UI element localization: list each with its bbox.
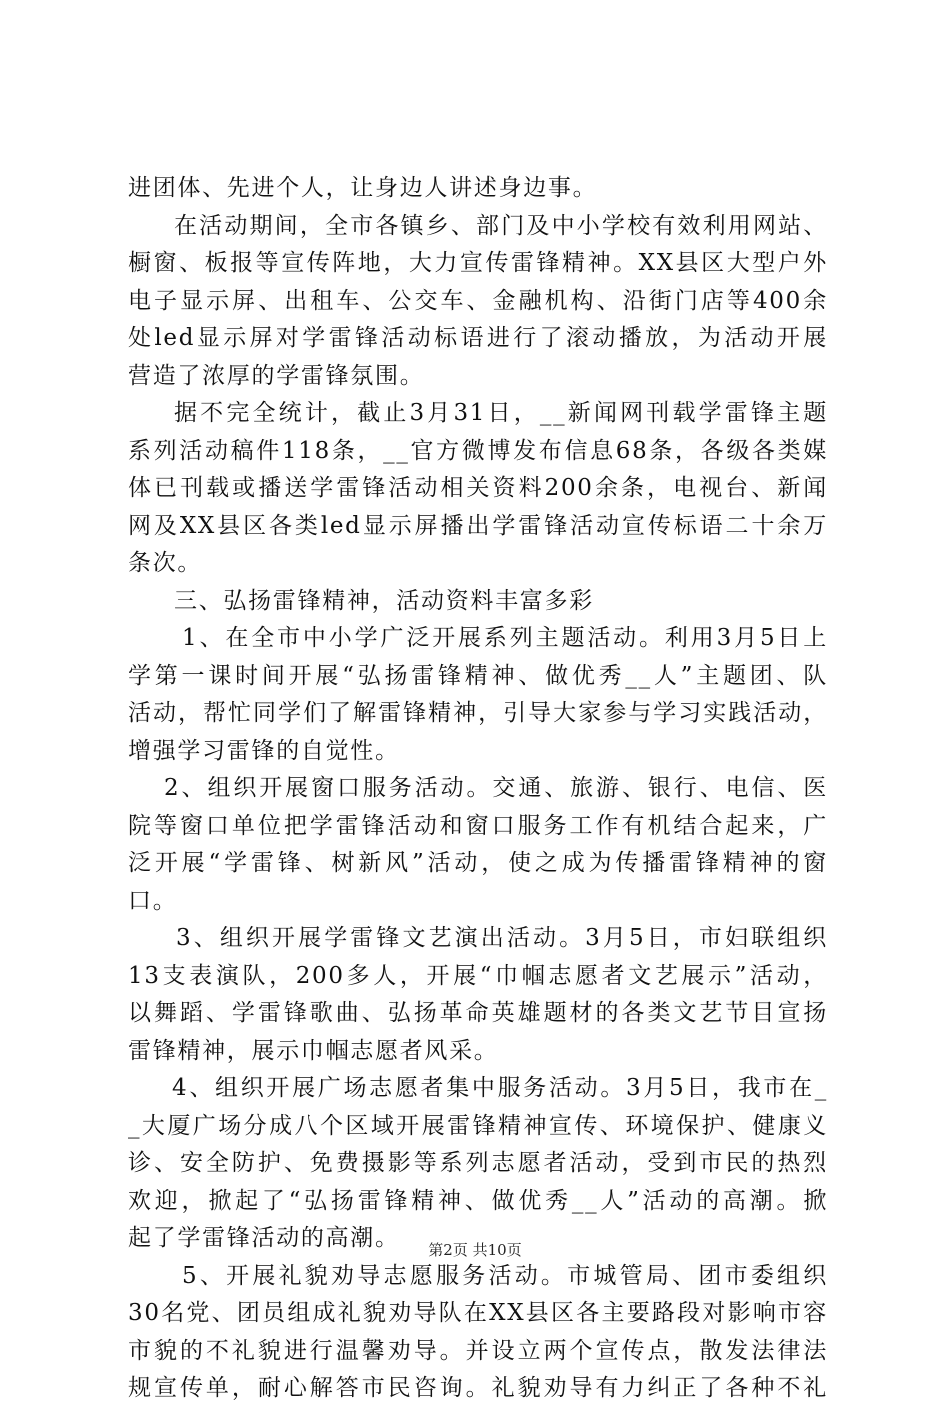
text-line: 网及XX县区各类led显示屏播出学雷锋活动宣传标语二十余万: [128, 512, 828, 539]
paragraph-item-2: [128, 770, 828, 920]
text-line: 系列活动稿件118条，__官方微博发布信息68条，各级各类媒: [128, 437, 828, 464]
text-line: 4、组织开展广场志愿者集中服务活动。3月5日，我市在_: [172, 1075, 828, 1101]
text-line: 处led显示屏对学雷锋活动标语进行了滚动播放，为活动开展: [128, 325, 828, 351]
text-line: 橱窗、板报等宣传阵地，大力宣传雷锋精神。XX县区大型户外: [128, 250, 828, 276]
paragraph-item-1: [128, 620, 828, 770]
text-line: 3、组织开展学雷锋文艺演出活动。3月5日，市妇联组织: [176, 925, 828, 951]
text-line: 5、开展礼貌劝导志愿服务活动。市城管局、团市委组织: [182, 1262, 828, 1289]
text-line: 在活动期间，全市各镇乡、部门及中小学校有效利用网站、: [174, 212, 828, 239]
text-line: 口。: [128, 887, 178, 914]
paragraph-2: [128, 208, 828, 396]
text-line: 学第一课时间开展“弘扬雷锋精神、做优秀__人”主题团、队: [128, 662, 828, 689]
text-line: 条次。: [128, 550, 203, 576]
section-heading: [128, 583, 828, 621]
paragraph-item-4: [128, 1070, 828, 1258]
text-line: 规宣传单，耐心解答市民咨询。礼貌劝导有力纠正了各种不礼: [128, 1375, 828, 1401]
paragraph-3: [128, 395, 828, 583]
text-line: _大厦广场分成八个区域开展雷锋精神宣传、环境保护、健康义: [128, 1112, 828, 1139]
text-line: 1、在全市中小学广泛开展系列主题活动。利用3月5日上: [182, 625, 828, 651]
paragraph-1: [128, 170, 828, 208]
text-line: 2、组织开展窗口服务活动。交通、旅游、银行、电信、医: [164, 775, 828, 801]
text-line: 活动，帮忙同学们了解雷锋精神，引导大家参与学习实践活动，: [128, 700, 828, 726]
paragraph-item-5: [128, 1258, 828, 1408]
text-line: 营造了浓厚的学雷锋氛围。: [128, 362, 425, 389]
paragraph-item-3: [128, 920, 828, 1070]
page-number-footer: 第2页 共10页: [428, 1241, 522, 1259]
text-line: 欢迎，掀起了“弘扬雷锋精神、做优秀__人”活动的高潮。掀: [128, 1187, 828, 1214]
text-line: 以舞蹈、学雷锋歌曲、弘扬革命英雄题材的各类文艺节目宣扬: [128, 1000, 828, 1026]
text-line: 诊、安全防护、免费摄影等系列志愿者活动，受到市民的热烈: [128, 1150, 828, 1176]
text-line: 进团体、先进个人，让身边人讲述身边事。: [128, 175, 598, 201]
text-line: 据不完全统计，截止3月31日，__新闻网刊载学雷锋主题: [174, 400, 828, 426]
text-line: 市貌的不礼貌进行温馨劝导。并设立两个宣传点，散发法律法: [128, 1337, 828, 1364]
body-text: [128, 170, 828, 1408]
text-line: 增强学习雷锋的自觉性。: [128, 737, 400, 764]
text-line: 13支表演队，200多人，开展“巾帼志愿者文艺展示”活动，: [128, 962, 828, 989]
text-line: 雷锋精神，展示巾帼志愿者风采。: [128, 1037, 499, 1064]
text-line: 30名党、团员组成礼貌劝导队在XX县区各主要路段对影响市容: [128, 1300, 828, 1326]
text-line: 泛开展“学雷锋、树新风”活动，使之成为传播雷锋精神的窗: [128, 850, 828, 876]
text-line: 起了学雷锋活动的高潮。: [128, 1225, 400, 1251]
text-line: 电子显示屏、出租车、公交车、金融机构、沿街门店等400余: [128, 287, 828, 314]
text-line: 体已刊载或播送学雷锋活动相关资料200余条，电视台、新闻: [128, 475, 828, 501]
section-heading-text: 三、弘扬雷锋精神，活动资料丰富多彩: [174, 587, 594, 614]
text-line: 院等窗口单位把学雷锋活动和窗口服务工作有机结合起来，广: [128, 812, 828, 839]
